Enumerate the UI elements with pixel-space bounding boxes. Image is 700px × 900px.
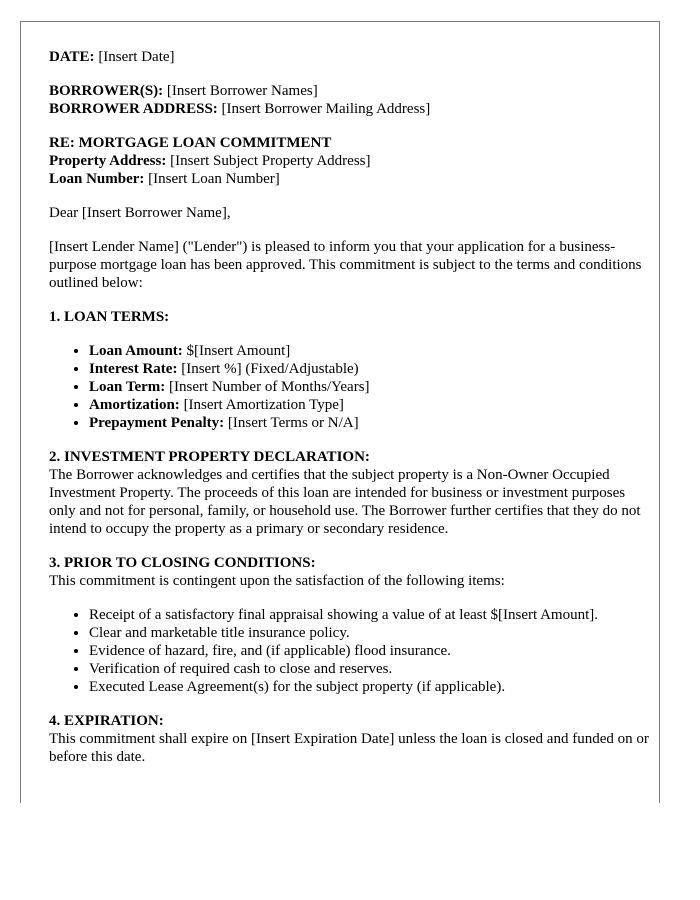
list-item: • Executed Lease Agreement(s) for the subject property (if applicable). (89, 678, 649, 696)
borrowers-value: [Insert Borrower Names] (166, 83, 318, 99)
section4-title: 4. EXPIRATION: (49, 713, 164, 729)
intro-paragraph: [Insert Lender Name] ("Lender") is pleased to inform you that your application for a business-purpose mortgage loan has been approved. This commitment is subject to the terms and conditions outlined below: (49, 239, 642, 291)
property-address-label: Property Address: (49, 153, 167, 169)
section4 (49, 712, 649, 766)
term-value: $[Insert Amount] (186, 343, 291, 359)
term-value: [Insert Number of Months/Years] (169, 379, 370, 395)
loan-number-label: Loan Number: (49, 171, 145, 187)
borrower-address-line (49, 100, 649, 118)
section2 (49, 448, 649, 538)
loan-number-value: [Insert Loan Number] (148, 171, 280, 187)
borrower-address-label: BORROWER ADDRESS: (49, 101, 218, 117)
section2-title: 2. INVESTMENT PROPERTY DECLARATION: (49, 449, 370, 465)
borrower-address-value: [Insert Borrower Mailing Address] (221, 101, 431, 117)
term-label: Interest Rate: (89, 361, 178, 377)
list-item: • Evidence of hazard, fire, and (if applicable) flood insurance. (89, 642, 649, 660)
property-address-line (49, 152, 649, 170)
list-item (89, 396, 649, 414)
date-label: DATE: (49, 49, 95, 65)
salutation: Dear [Insert Borrower Name], (49, 205, 231, 221)
section1-title: 1. LOAN TERMS: (49, 309, 170, 325)
section3-title: 3. PRIOR TO CLOSING CONDITIONS: (49, 555, 316, 571)
letter-body (49, 48, 649, 782)
property-address-value: [Insert Subject Property Address] (170, 153, 371, 169)
borrowers-line (49, 82, 649, 100)
date-line (49, 48, 649, 66)
list-item: • Receipt of a satisfactory final appraisal showing a value of at least $[Insert Amount]. (89, 606, 649, 624)
section1-heading (49, 308, 649, 326)
date-value: [Insert Date] (98, 49, 175, 65)
term-value: [Insert %] (Fixed/Adjustable) (181, 361, 359, 377)
term-label: Loan Amount: (89, 343, 183, 359)
borrowers-label: BORROWER(S): (49, 83, 164, 99)
term-label: Prepayment Penalty: (89, 415, 225, 431)
section3 (49, 554, 649, 590)
term-label: Loan Term: (89, 379, 166, 395)
section2-body: The Borrower acknowledges and certifies that the subject property is a Non-Owner Occupied Investment Property. The proceeds of this loan are intended for business or investment purposes only and not for personal, family, or household use. The Borrower further certifies that they do not intend to occupy the property as a primary or secondary residence. (49, 467, 641, 537)
term-value: [Insert Terms or N/A] (227, 415, 359, 431)
re-title (49, 134, 649, 152)
list-item: • Verification of required cash to close and reserves. (89, 660, 649, 678)
re-block (49, 134, 649, 188)
loan-terms-list (49, 342, 649, 432)
section3-body: This commitment is contingent upon the satisfaction of the following items: (49, 573, 505, 589)
term-label: Amortization: (89, 397, 180, 413)
list-item (89, 378, 649, 396)
borrower-block (49, 82, 649, 118)
re-title-text: RE: MORTGAGE LOAN COMMITMENT (49, 135, 332, 151)
list-item: • Clear and marketable title insurance policy. (89, 624, 649, 642)
list-item (89, 414, 649, 432)
loan-number-line (49, 170, 649, 188)
list-item (89, 342, 649, 360)
list-item (89, 360, 649, 378)
conditions-list (49, 606, 649, 696)
section4-body: This commitment shall expire on [Insert Expiration Date] unless the loan is closed and funded on or before this date. (49, 731, 649, 765)
term-value: [Insert Amortization Type] (183, 397, 344, 413)
